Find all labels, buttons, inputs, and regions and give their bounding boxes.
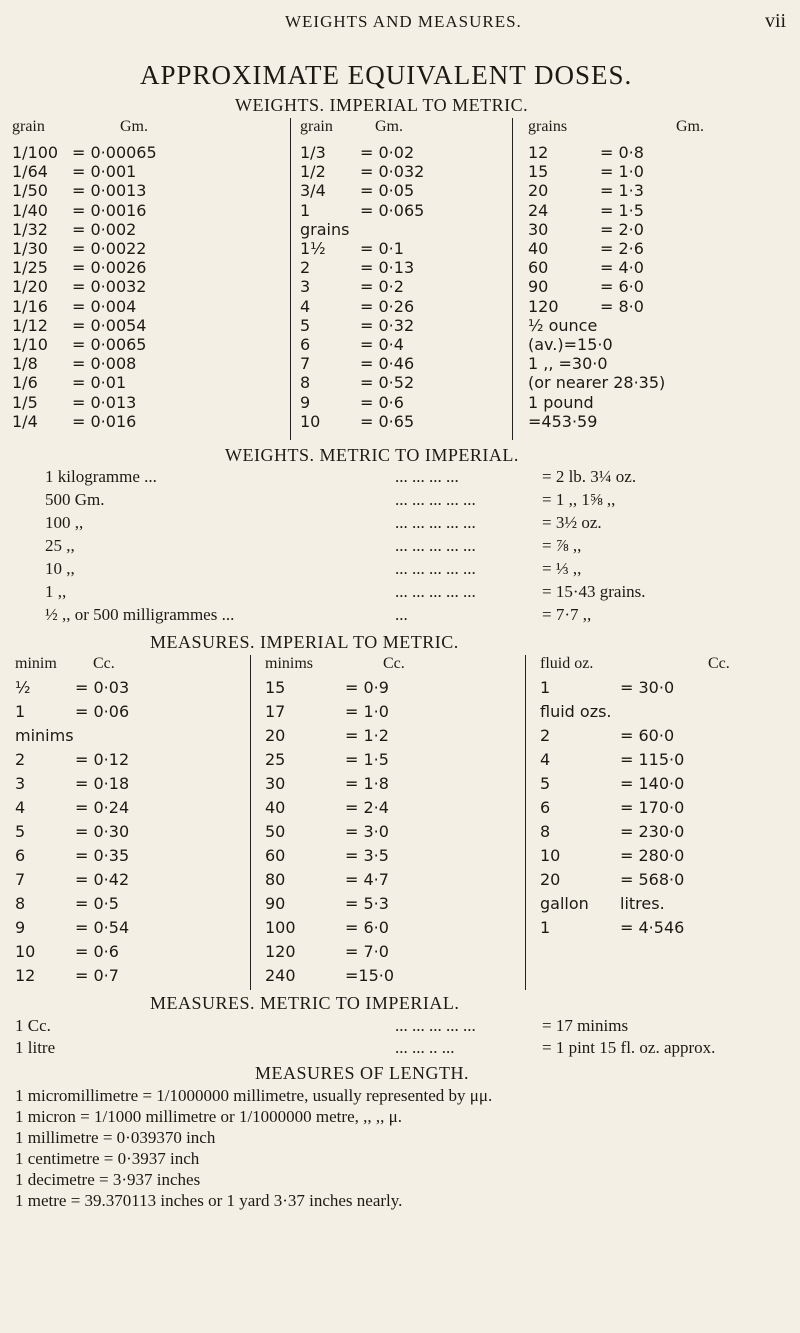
- table-cell-left: 1/100: [12, 143, 59, 162]
- section-heading-measures-met-imp: MEASURES. METRIC TO IMPERIAL.: [150, 993, 460, 1013]
- table-cell-right: = 0·5: [75, 894, 119, 913]
- table-cell-right: = 30·0: [620, 678, 675, 697]
- column-divider: [290, 118, 291, 440]
- table-cell-left: 1½: [300, 239, 326, 258]
- table-cell-left: 1/4: [12, 411, 38, 431]
- table-cell-left: 5: [540, 774, 551, 793]
- table-cell-right: = 0·1: [360, 239, 404, 258]
- table-cell-left: 3/4: [300, 181, 326, 201]
- table-cell-left: 1/12: [12, 315, 48, 335]
- table-cell-left: gallon: [540, 894, 589, 913]
- table-cell-right: = 0·002: [72, 219, 137, 239]
- table-cell-left: 9: [300, 392, 311, 412]
- table-cell-left: 8: [300, 373, 311, 393]
- table-cell-right: = 0·4: [360, 335, 404, 354]
- table-cell-left: 1 pound: [528, 392, 594, 412]
- table-cell-left: 1/20: [12, 277, 48, 297]
- table-cell-left: 50: [265, 822, 286, 841]
- table-cell-left: 1/10: [12, 335, 48, 354]
- table-cell-left: 15: [528, 162, 549, 182]
- list-value: = 15·43 grains.: [542, 582, 646, 601]
- table-cell-left: 1/40: [12, 200, 48, 220]
- table-cell-left: 4: [15, 798, 26, 817]
- table-cell-right: = 1·8: [345, 774, 389, 793]
- column-header: Gm.: [120, 118, 148, 135]
- column-header: minims: [265, 655, 314, 672]
- table-cell-left: 5: [15, 822, 26, 841]
- table-cell-right: = 0·0054: [72, 315, 147, 335]
- length-row: 1 micron = 1/1000 millimetre or 1/1000000 metre, ,, ,, μ.: [15, 1107, 402, 1126]
- table-cell-left: 1/2: [300, 162, 326, 182]
- table-cell-right: = 0·0026: [72, 258, 147, 278]
- table-cell-right: = 0·03: [75, 678, 130, 697]
- table-cell-left: (av.)=15·0: [528, 335, 613, 354]
- column-header: grain: [300, 118, 333, 135]
- section-heading-weights-imp-met: WEIGHTS. IMPERIAL TO METRIC.: [235, 95, 529, 115]
- section-heading-length: MEASURES OF LENGTH.: [255, 1063, 470, 1083]
- leader-dots: ... ... ... ...: [395, 467, 459, 486]
- table-cell-left: minims: [15, 726, 74, 745]
- table-cell-right: = 0·6: [360, 392, 404, 412]
- list-label: 100 ,,: [45, 513, 84, 532]
- list-value: = 1 pint 15 fl. oz. approx.: [542, 1038, 716, 1057]
- table-cell-right: = 1·3: [600, 181, 644, 201]
- list-label: 1 ,,: [45, 582, 67, 601]
- list-value: = 7·7 ,,: [542, 605, 592, 624]
- table-cell-right: = 1·2: [345, 726, 389, 745]
- table-cell-right: = 4·546: [620, 918, 685, 937]
- table-cell-right: = 1·5: [600, 200, 644, 220]
- table-cell-left: 8: [540, 822, 551, 841]
- column-header: Gm.: [375, 118, 403, 135]
- page-number: vii: [765, 10, 787, 32]
- table-cell-left: 1 ,, =30·0: [528, 354, 608, 374]
- table-cell-left: 17: [265, 702, 286, 721]
- leader-dots: ... ... ... ... ...: [395, 582, 476, 601]
- table-cell-right: = 2·4: [345, 798, 389, 817]
- leader-dots: ... ... ... ... ...: [395, 536, 476, 555]
- table-cell-right: = 0·8: [600, 143, 644, 162]
- table-cell-right: = 170·0: [620, 798, 685, 817]
- table-cell-left: 90: [528, 277, 549, 297]
- column-divider: [512, 118, 513, 440]
- table-cell-left: 60: [265, 846, 286, 865]
- table-cell-right: = 0·0013: [72, 181, 147, 201]
- table-cell-left: 10: [300, 411, 321, 431]
- table-cell-right: = 0·0022: [72, 239, 147, 258]
- table-cell-right: = 60·0: [620, 726, 675, 745]
- table-cell-right: = 1·0: [345, 702, 389, 721]
- table-cell-right: = 0·30: [75, 822, 130, 841]
- table-cell-right: = 3·0: [345, 822, 389, 841]
- table-cell-left: 1/6: [12, 373, 38, 393]
- list-label: 1 Cc.: [15, 1016, 51, 1035]
- table-cell-right: = 2·0: [600, 219, 644, 239]
- table-cell-right: = 6·0: [600, 277, 644, 297]
- table-cell-right: = 0·18: [75, 774, 130, 793]
- table-cell-left: 1/30: [12, 239, 48, 258]
- table-cell-right: = 0·016: [72, 411, 137, 431]
- table-cell-right: =15·0: [345, 966, 395, 985]
- list-label: 25 ,,: [45, 536, 75, 555]
- list-value: = 17 minims: [542, 1016, 629, 1035]
- table-cell-right: = 7·0: [345, 942, 389, 961]
- table-cell-right: = 0·52: [360, 373, 415, 393]
- table-cell-left: 2: [15, 750, 26, 769]
- table-cell-left: 240: [265, 966, 296, 985]
- table-cell-right: = 0·001: [72, 162, 137, 182]
- table-cell-right: = 0·01: [72, 373, 127, 393]
- table-cell-left: 4: [540, 750, 551, 769]
- table-cell-right: = 0·0016: [72, 200, 147, 220]
- table-cell-right: = 115·0: [620, 750, 685, 769]
- table-cell-right: = 0·65: [360, 411, 415, 431]
- table-cell-left: 40: [528, 239, 549, 258]
- table-cell-right: = 0·065: [360, 200, 425, 220]
- table-cell-right: = 0·2: [360, 277, 404, 297]
- table-cell-left: 120: [265, 942, 296, 961]
- length-row: 1 decimetre = 3·937 inches: [15, 1170, 201, 1189]
- table-cell-left: 20: [528, 181, 549, 201]
- table-cell-left: 1/25: [12, 258, 48, 278]
- table-cell-left: 2: [540, 726, 551, 745]
- table-cell-left: 6: [300, 335, 311, 354]
- list-value: = ⅞ ,,: [542, 536, 582, 555]
- table-cell-left: 1/5: [12, 392, 38, 412]
- table-cell-left: 10: [540, 846, 561, 865]
- list-label: 10 ,,: [45, 559, 75, 578]
- table-cell-left: 40: [265, 798, 286, 817]
- table-cell-right: = 0·6: [75, 942, 119, 961]
- table-cell-right: = 0·46: [360, 354, 415, 374]
- table-cell-right: = 0·26: [360, 296, 415, 316]
- table-cell-right: = 0·008: [72, 354, 137, 374]
- table-cell-right: = 0·32: [360, 315, 415, 335]
- table-cell-left: 1/16: [12, 296, 48, 316]
- table-cell-right: = 0·05: [360, 181, 415, 201]
- table-cell-left: 12: [15, 966, 36, 985]
- table-cell-right: = 0·7: [75, 966, 119, 985]
- table-cell-left: 25: [265, 750, 286, 769]
- column-divider: [525, 655, 526, 990]
- leader-dots: ... ... ... ... ...: [395, 513, 476, 532]
- table-cell-left: ½: [15, 678, 31, 697]
- table-cell-right: = 0·24: [75, 798, 130, 817]
- table-cell-right: = 5·3: [345, 894, 389, 913]
- table-cell-left: 90: [265, 894, 286, 913]
- table-cell-right: = 0·0032: [72, 277, 147, 297]
- table-cell-left: 10: [15, 942, 36, 961]
- table-cell-left: 1/8: [12, 354, 38, 374]
- table-cell-right: = 2·6: [600, 239, 644, 258]
- running-title: WEIGHTS AND MEASURES.: [285, 12, 522, 31]
- leader-dots: ... ... ... ... ...: [395, 490, 476, 509]
- table-cell-right: = 4·0: [600, 258, 644, 278]
- table-cell-right: = 6·0: [345, 918, 389, 937]
- table-cell-right: = 140·0: [620, 774, 685, 793]
- table-cell-left: 1/64: [12, 162, 48, 182]
- leader-dots: ... ... ... ... ...: [395, 559, 476, 578]
- table-cell-right: = 280·0: [620, 846, 685, 865]
- column-divider: [250, 655, 251, 990]
- table-cell-right: = 0·004: [72, 296, 137, 316]
- table-cell-left: 1/32: [12, 219, 48, 239]
- leader-dots: ...: [395, 605, 408, 624]
- table-cell-left: 1: [15, 702, 26, 721]
- leader-dots: ... ... .. ...: [395, 1038, 455, 1057]
- table-cell-left: 7: [15, 870, 26, 889]
- table-cell-left: 30: [265, 774, 286, 793]
- table-cell-left: 120: [528, 296, 559, 316]
- table-cell-right: = 568·0: [620, 870, 685, 889]
- table-cell-left: =453·59: [528, 411, 598, 431]
- column-header: grains: [528, 118, 568, 135]
- leader-dots: ... ... ... ... ...: [395, 1016, 476, 1035]
- table-cell-left: 6: [15, 846, 26, 865]
- table-cell-left: 1: [300, 200, 311, 220]
- list-label: ½ ,, or 500 milligrammes ...: [45, 605, 235, 624]
- table-cell-right: = 0·06: [75, 702, 130, 721]
- column-header: Gm.: [676, 118, 704, 135]
- length-row: 1 micromillimetre = 1/1000000 millimetre, usually represented by μμ.: [15, 1086, 493, 1105]
- section-heading-weights-met-imp: WEIGHTS. METRIC TO IMPERIAL.: [225, 445, 519, 465]
- table-cell-left: 15: [265, 678, 286, 697]
- table-cell-left: 1: [540, 678, 551, 697]
- table-cell-right: = 1·0: [600, 162, 644, 182]
- length-row: 1 centimetre = 0·3937 inch: [15, 1149, 200, 1168]
- table-cell-right: = 0·0065: [72, 335, 147, 354]
- list-label: 1 litre: [15, 1038, 56, 1057]
- column-header: Cc.: [93, 655, 115, 672]
- column-header: Cc.: [383, 655, 405, 672]
- column-header: Cc.: [708, 655, 730, 672]
- column-header: grain: [12, 118, 45, 135]
- list-value: = 3½ oz.: [542, 513, 602, 532]
- column-header: minim: [15, 655, 57, 672]
- table-cell-left: 1/50: [12, 181, 48, 201]
- table-cell-left: 1/3: [300, 143, 326, 162]
- table-cell-left: 24: [528, 200, 549, 220]
- table-cell-left: grains: [300, 219, 350, 239]
- table-cell-left: 80: [265, 870, 286, 889]
- list-value: = 2 lb. 3¼ oz.: [542, 467, 637, 486]
- table-cell-left: 3: [300, 277, 311, 297]
- table-cell-right: = 8·0: [600, 296, 644, 316]
- table-cell-left: (or nearer 28·35): [528, 373, 666, 393]
- section-heading-measures-imp-met: MEASURES. IMPERIAL TO METRIC.: [150, 632, 459, 652]
- table-cell-left: 7: [300, 354, 311, 374]
- table-cell-left: 20: [265, 726, 286, 745]
- table-cell-left: 3: [15, 774, 26, 793]
- table-cell-right: = 0·42: [75, 870, 130, 889]
- table-cell-left: 20: [540, 870, 561, 889]
- table-cell-right: = 3·5: [345, 846, 389, 865]
- list-label: 1 kilogramme ...: [45, 467, 157, 486]
- list-value: = ⅓ ,,: [542, 559, 582, 578]
- table-cell-left: 30: [528, 219, 549, 239]
- table-cell-right: = 1·5: [345, 750, 389, 769]
- table-cell-left: 8: [15, 894, 26, 913]
- length-row: 1 millimetre = 0·039370 inch: [15, 1128, 216, 1147]
- table-cell-left: 12: [528, 143, 549, 162]
- table-cell-right: = 0·35: [75, 846, 130, 865]
- table-cell-left: 4: [300, 296, 311, 316]
- table-cell-left: 2: [300, 258, 311, 278]
- length-row: 1 metre = 39.370113 inches or 1 yard 3·37 inches nearly.: [15, 1191, 403, 1210]
- table-cell-right: = 0·9: [345, 678, 389, 697]
- table-cell-left: 9: [15, 918, 26, 937]
- table-cell-right: = 0·013: [72, 392, 137, 412]
- table-cell-right: = 0·00065: [72, 143, 157, 162]
- table-cell-right: = 0·54: [75, 918, 130, 937]
- table-cell-right: = 0·02: [360, 143, 415, 162]
- table-cell-left: 6: [540, 798, 551, 817]
- table-cell-left: 100: [265, 918, 296, 937]
- table-cell-right: = 230·0: [620, 822, 685, 841]
- table-cell-left: ½ ounce: [528, 315, 598, 335]
- table-cell-right: litres.: [620, 894, 665, 913]
- table-cell-left: 5: [300, 315, 311, 335]
- page-title: APPROXIMATE EQUIVALENT DOSES.: [140, 60, 633, 90]
- column-header: fluid oz.: [540, 655, 594, 672]
- table-cell-right: = 4·7: [345, 870, 389, 889]
- table-cell-left: fluid ozs.: [540, 702, 612, 721]
- table-cell-left: 1: [540, 918, 551, 937]
- table-cell-right: = 0·12: [75, 750, 130, 769]
- table-cell-left: 60: [528, 258, 549, 278]
- list-label: 500 Gm.: [45, 490, 105, 509]
- table-cell-right: = 0·032: [360, 162, 425, 182]
- table-cell-right: = 0·13: [360, 258, 415, 278]
- list-value: = 1 ,, 1⅝ ,,: [542, 490, 616, 509]
